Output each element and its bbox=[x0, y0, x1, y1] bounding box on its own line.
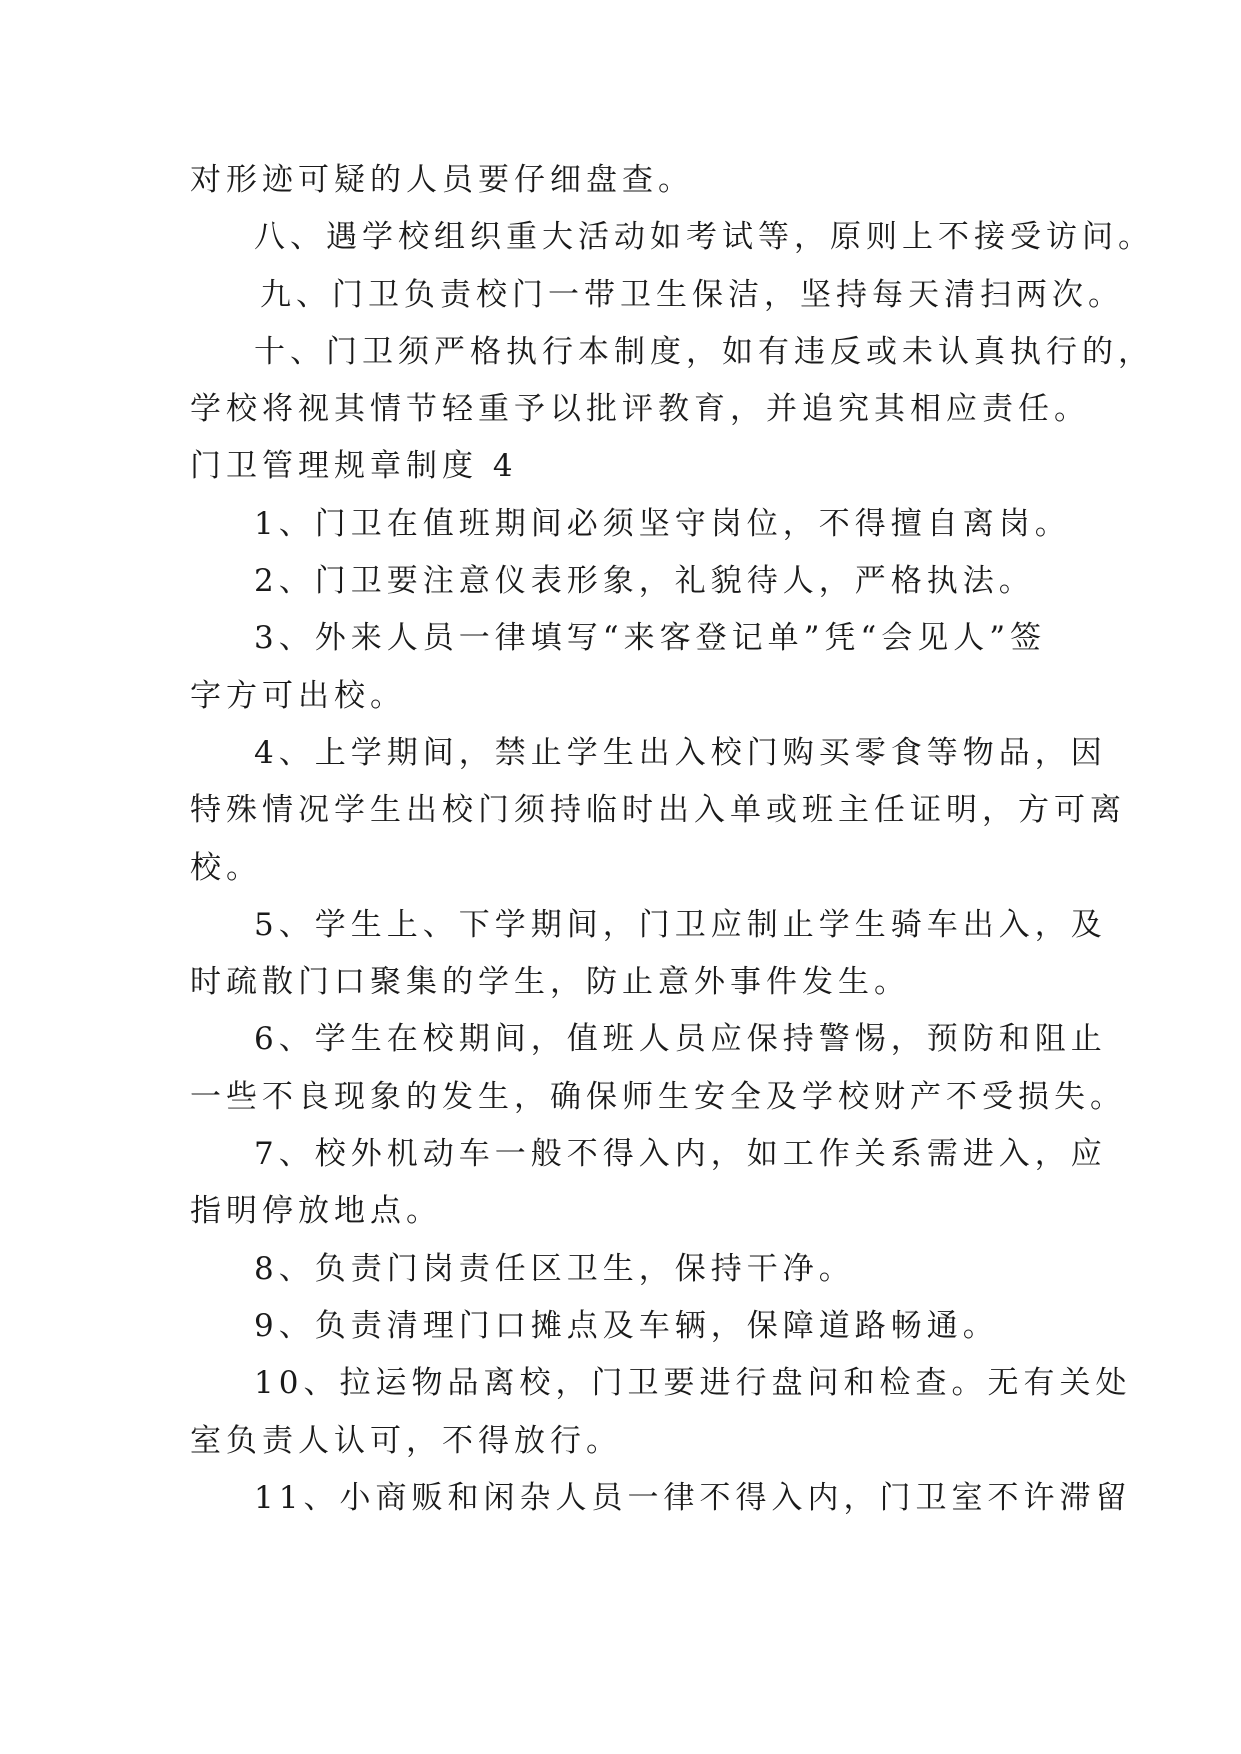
text-line: 8、负责门岗责任区卫生，保持干净。 bbox=[254, 1250, 855, 1287]
text-line: 时疏散门口聚集的学生，防止意外事件发生。 bbox=[190, 964, 910, 1001]
text-line: 十、门卫须严格执行本制度，如有违反或未认真执行的， bbox=[254, 333, 1154, 370]
section-heading: 门卫管理规章制度 4 bbox=[190, 448, 518, 485]
text-line: 5、学生上、下学期间，门卫应制止学生骑车出入，及 bbox=[254, 906, 1107, 943]
text-line: 特殊情况学生出校门须持临时出入单或班主任证明，方可离 bbox=[190, 792, 1126, 829]
text-line: 7、校外机动车一般不得入内，如工作关系需进入，应 bbox=[254, 1136, 1107, 1173]
text-line: 10、拉运物品离校，门卫要进行盘问和检查。无有关处 bbox=[254, 1365, 1132, 1402]
text-line: 6、学生在校期间，值班人员应保持警惕，预防和阻止 bbox=[254, 1021, 1107, 1058]
text-line: 2、门卫要注意仪表形象，礼貌待人，严格执法。 bbox=[254, 563, 1035, 600]
text-line: 字方可出校。 bbox=[190, 677, 406, 714]
text-line: 9、负责清理门口摊点及车辆，保障道路畅通。 bbox=[254, 1307, 999, 1344]
text-line: 一些不良现象的发生，确保师生安全及学校财产不受损失。 bbox=[190, 1078, 1126, 1115]
text-line: 八、遇学校组织重大活动如考试等，原则上不接受访问。 bbox=[254, 219, 1154, 256]
text-line: 学校将视其情节轻重予以批评教育，并追究其相应责任。 bbox=[190, 391, 1090, 428]
text-line: 4、上学期间，禁止学生出入校门购买零食等物品，因 bbox=[254, 734, 1107, 771]
text-line: 1、门卫在值班期间必须坚守岗位，不得擅自离岗。 bbox=[254, 505, 1071, 542]
text-line: 校。 bbox=[190, 849, 262, 886]
text-line: 11、小商贩和闲杂人员一律不得入内，门卫室不许滞留 bbox=[254, 1479, 1132, 1516]
text-line: 对形迹可疑的人员要仔细盘查。 bbox=[190, 162, 694, 198]
document-body bbox=[190, 152, 1154, 1527]
text-line: 九、门卫负责校门一带卫生保洁，坚持每天清扫两次。 bbox=[260, 276, 1124, 313]
text-line: 指明停放地点。 bbox=[190, 1193, 442, 1230]
text-line: 室负责人认可，不得放行。 bbox=[190, 1422, 622, 1459]
text-line: 3、外来人员一律填写“来客登记单”凭“会见人”签 bbox=[254, 620, 1047, 657]
